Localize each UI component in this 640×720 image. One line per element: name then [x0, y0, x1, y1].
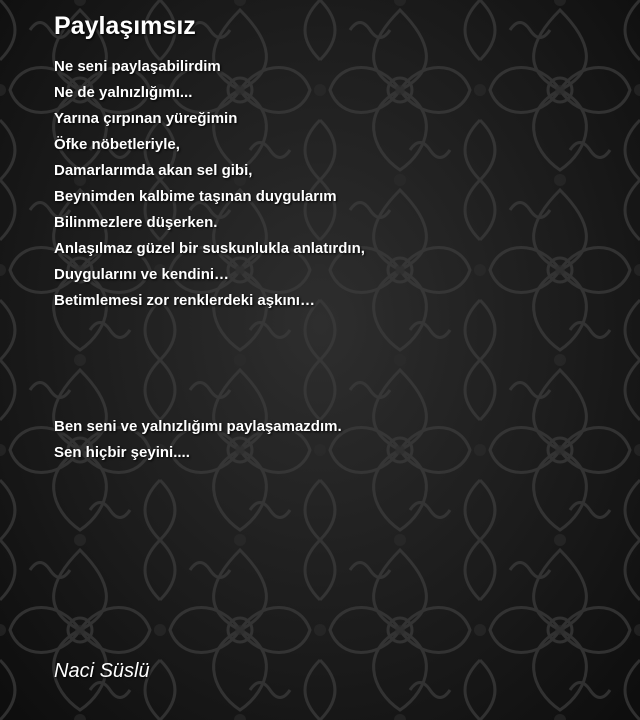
- poem-author: Naci Süslü: [54, 660, 150, 682]
- poem-line: Anlaşılmaz güzel bir suskunlukla anlatırdın,: [54, 240, 365, 257]
- poem-line: Ne de yalnızlığımı...: [54, 84, 193, 101]
- poem-line: Öfke nöbetleriyle,: [54, 136, 180, 153]
- poem-line: Duygularını ve kendini…: [54, 266, 230, 283]
- poem-line: Damarlarımda akan sel gibi,: [54, 162, 253, 179]
- poem-line: Beynimden kalbime taşınan duygularım: [54, 188, 337, 205]
- poem-stanza-1: [54, 54, 365, 314]
- poem-line: Ne seni paylaşabilirdim: [54, 58, 221, 75]
- poem-line: Sen hiçbir şeyini....: [54, 444, 190, 461]
- poem-line: Yarına çırpınan yüreğimin: [54, 110, 238, 127]
- poem-line: Ben seni ve yalnızlığımı paylaşamazdım.: [54, 418, 342, 435]
- poem-line: Betimlemesi zor renklerdeki aşkını…: [54, 292, 315, 309]
- poem-line: Bilinmezlere düşerken.: [54, 214, 218, 231]
- poem-stanza-2: [54, 414, 342, 466]
- poem-title: Paylaşımsız: [54, 12, 196, 40]
